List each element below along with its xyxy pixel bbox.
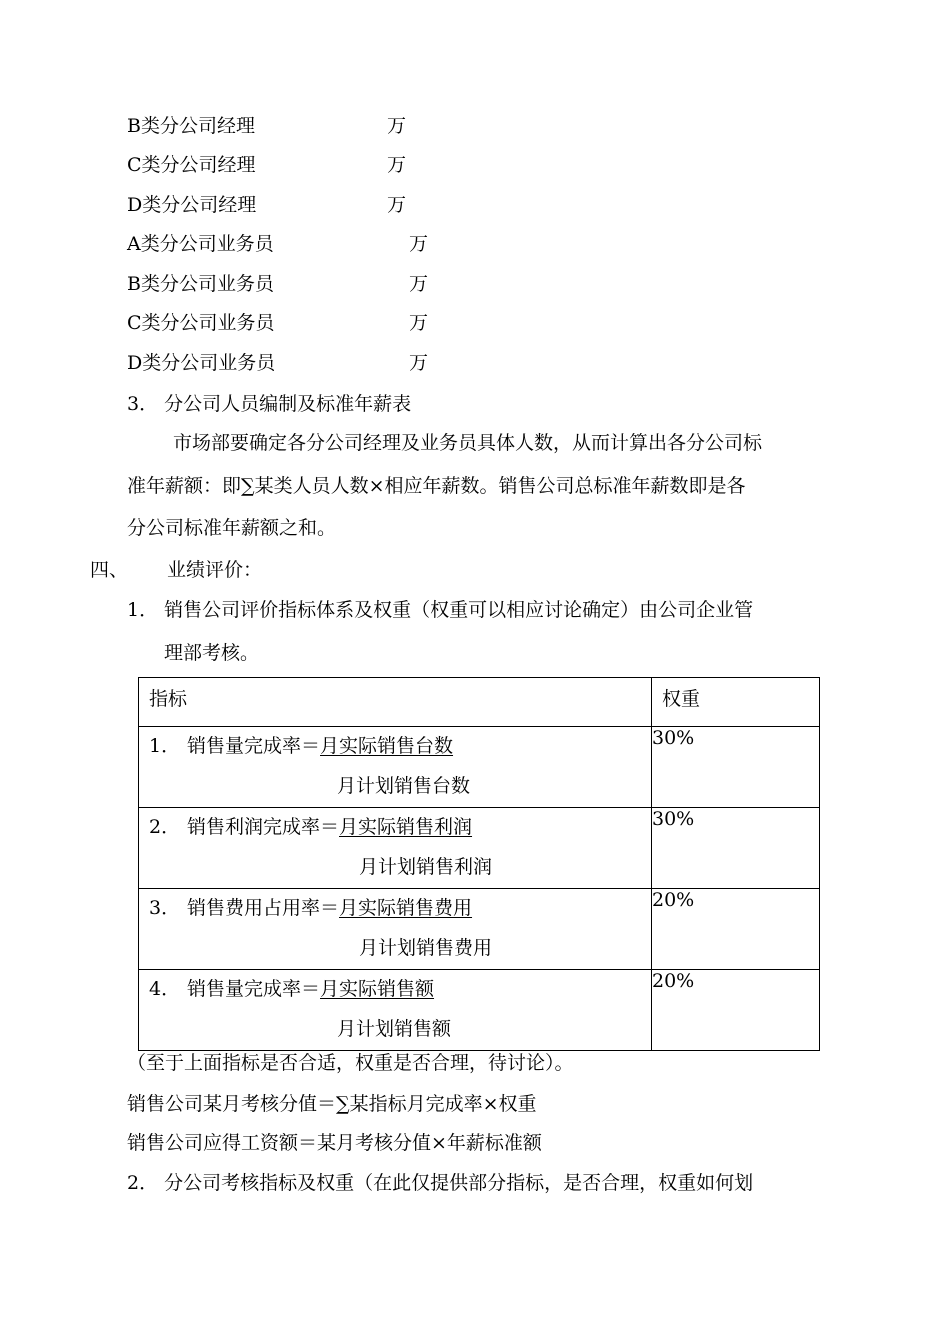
section4-item2: 2． 分公司考核指标及权重（在此仅提供部分指标，是否合理，权重如何划 (127, 1172, 754, 1194)
weight-cell: 20% (652, 970, 820, 1051)
section4-title: 业绩评价： (167, 559, 263, 581)
salary-role: C类分公司经理 (127, 154, 256, 176)
kpi-table (138, 677, 820, 1051)
salary-unit: 万 (409, 233, 429, 255)
salary-role: D类分公司业务员 (127, 352, 276, 374)
formula-denominator: 月计划销售台数 (337, 775, 471, 797)
table-row (139, 808, 820, 889)
table-note: （至于上面指标是否合适，权重是否合理，待讨论）。 (127, 1052, 574, 1074)
section3-paragraph-line: 市场部要确定各分公司经理及业务员具体人数，从而计算出各分公司标 (173, 432, 763, 454)
salary-row (127, 232, 429, 256)
section3-paragraph-line: 分公司标准年薪额之和。 (127, 517, 337, 539)
row-number: 3． (149, 897, 181, 919)
salary-unit: 万 (409, 312, 429, 334)
indicator-name: 销售费用占用率＝ (187, 897, 340, 919)
formula-numerator: 月实际销售费用 (339, 897, 473, 919)
indicator-cell (139, 808, 652, 889)
table-row (139, 889, 820, 970)
salary-row (127, 193, 407, 217)
section4-item1-line: 1． 销售公司评价指标体系及权重（权重可以相应讨论确定）由公司企业管 (127, 599, 754, 621)
salary-role: B类分公司经理 (127, 115, 255, 137)
formula-line: 销售公司应得工资额＝某月考核分值×年薪标准额 (127, 1132, 542, 1154)
kpi-table-header (139, 678, 820, 727)
indicator-name: 销售量完成率＝ (187, 735, 321, 757)
header-weight: 权重 (652, 678, 820, 727)
indicator-cell (139, 727, 652, 808)
indicator-cell (139, 889, 652, 970)
section3-paragraph-line: 准年薪额：即∑某类人员人数×相应年薪数。销售公司总标准年薪数即是各 (127, 475, 746, 497)
salary-role: A类分公司业务员 (127, 233, 274, 255)
salary-row (127, 153, 407, 177)
section4-number: 四、 (90, 559, 129, 581)
indicator-name: 销售量完成率＝ (187, 978, 321, 1000)
salary-unit: 万 (409, 352, 429, 374)
formula-denominator: 月计划销售额 (337, 1018, 452, 1040)
formula-numerator: 月实际销售台数 (320, 735, 454, 757)
row-number: 2． (149, 816, 181, 838)
formula-numerator: 月实际销售额 (320, 978, 435, 1000)
salary-role: B类分公司业务员 (127, 273, 274, 295)
salary-row (127, 272, 429, 296)
formula-denominator: 月计划销售费用 (359, 937, 493, 959)
formula-line: 销售公司某月考核分值＝∑某指标月完成率×权重 (127, 1093, 537, 1115)
salary-unit: 万 (409, 273, 429, 295)
weight-cell: 20% (652, 889, 820, 970)
salary-row (127, 351, 429, 375)
salary-unit: 万 (387, 194, 407, 216)
indicator-name: 销售利润完成率＝ (187, 816, 340, 838)
section3-heading: 3． 分公司人员编制及标准年薪表 (127, 393, 412, 415)
salary-unit: 万 (387, 115, 407, 137)
formula-denominator: 月计划销售利润 (359, 856, 493, 878)
table-row (139, 970, 820, 1051)
salary-row (127, 311, 429, 335)
table-row (139, 727, 820, 808)
salary-row (127, 114, 407, 138)
salary-role: C类分公司业务员 (127, 312, 275, 334)
indicator-cell (139, 970, 652, 1051)
row-number: 4． (149, 978, 181, 1000)
header-indicator: 指标 (139, 678, 652, 727)
weight-cell: 30% (652, 727, 820, 808)
salary-unit: 万 (387, 154, 407, 176)
weight-cell: 30% (652, 808, 820, 889)
row-number: 1． (149, 735, 181, 757)
formula-numerator: 月实际销售利润 (339, 816, 473, 838)
section4-item1-line: 理部考核。 (164, 642, 260, 664)
salary-role: D类分公司经理 (127, 194, 257, 216)
